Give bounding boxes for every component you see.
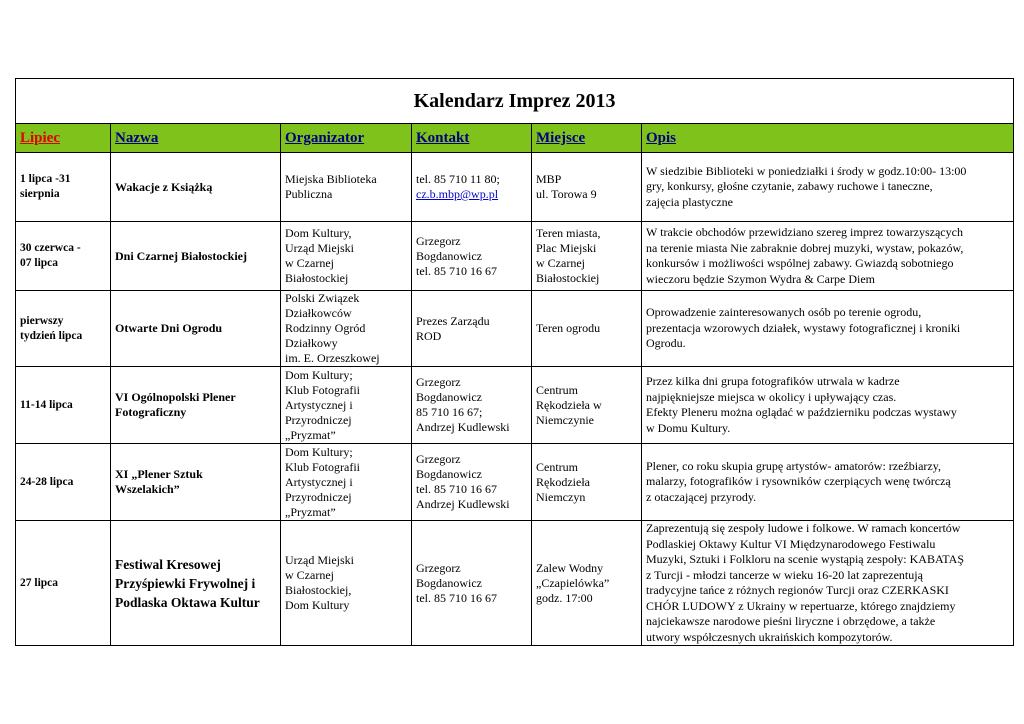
event-organizer [281, 153, 412, 222]
event-organizer-line: Przyrodniczej [285, 412, 352, 427]
event-contact-line: Grzegorz [416, 233, 461, 248]
header-organizer: Organizator [281, 124, 412, 153]
event-organizer-line: Dom Kultury; [285, 367, 353, 382]
event-place-line: Teren ogrodu [536, 321, 601, 335]
event-name [111, 367, 281, 444]
header-month: Lipiec [16, 124, 111, 153]
event-name [111, 521, 281, 646]
event-organizer-line: Rodzinny Ogród [285, 321, 366, 335]
event-description [642, 222, 1014, 291]
email-link[interactable]: cz.b.mbp@wp.pl [416, 187, 499, 201]
event-contact-line: Grzegorz [416, 560, 461, 575]
event-description-line: z Turcji - młodzi tancerze w wieku 16-20 lat zaprezentują [646, 567, 923, 582]
event-name-line: XI „Plener Sztuk [115, 467, 203, 481]
event-date-line: 27 lipca [20, 576, 59, 589]
event-description-line: utwory współczesnych ukraińskich kompozytorów. [646, 629, 893, 644]
event-place-line: Rękodzieła w [536, 397, 602, 412]
event-place-line: Centrum [536, 459, 578, 474]
table-row [16, 367, 1014, 444]
event-description-line: najciekawsze narodowe pieśni liryczne i obrzędowe, a także [646, 614, 936, 628]
event-date-line: pierwszy [20, 314, 64, 327]
event-contact [412, 367, 532, 444]
event-organizer [281, 521, 412, 646]
event-organizer-line: Artystycznej i [285, 397, 353, 412]
event-description-line: Plener, co roku skupia grupę artystów- amatorów: rzeźbiarzy, [646, 458, 941, 473]
event-date-line: tydzień lipca [20, 329, 83, 342]
event-description [642, 153, 1014, 222]
event-name-line: Otwarte Dni Ogrodu [115, 321, 223, 335]
event-contact [412, 444, 532, 521]
event-contact [412, 291, 532, 367]
event-date-line: sierpnia [20, 188, 60, 200]
event-name-line: Przyśpiewki Frywolnej i [115, 575, 256, 591]
event-contact-line: 85 710 16 67; [416, 405, 483, 419]
event-organizer-line: Białostockiej, [285, 583, 352, 597]
event-organizer-line: Dom Kultury, [285, 226, 352, 240]
event-description-line: Oprowadzenie zainteresowanych osób po terenie ogrodu, [646, 305, 922, 320]
event-contact [412, 153, 532, 222]
event-date [16, 367, 111, 444]
header-name: Nazwa [111, 124, 281, 153]
event-name-line: Wszelakich” [115, 482, 180, 496]
event-organizer-line: Urząd Miejski [285, 241, 354, 255]
event-organizer-line: im. E. Orzeszkowej [285, 351, 380, 365]
event-description-line: Zaprezentują się zespoły ludowe i folkowe. W ramach koncertów [646, 521, 961, 535]
event-description [642, 521, 1014, 646]
event-place-line: Teren miasta, [536, 226, 601, 240]
event-organizer-line: Dom Kultury; [285, 444, 353, 459]
event-date [16, 521, 111, 646]
event-contact-line: ROD [416, 328, 442, 343]
header-row [16, 124, 1014, 153]
event-organizer-line: Artystycznej i [285, 474, 353, 489]
event-place [532, 291, 642, 367]
event-description-line: gry, konkursy, głośne czytanie, zabawy ruchowe i taneczne, [646, 179, 933, 194]
event-organizer-line: „Pryzmat” [285, 427, 336, 442]
event-description-line: W trakcie obchodów przewidziano szereg imprez towarzyszących [646, 225, 963, 239]
event-organizer-line: Publiczna [285, 187, 333, 201]
event-date [16, 291, 111, 367]
event-place-line: Centrum [536, 382, 578, 397]
event-organizer [281, 367, 412, 444]
event-place-line: Rękodzieła [536, 474, 590, 489]
title-row [16, 79, 1014, 124]
event-place [532, 222, 642, 291]
event-place [532, 521, 642, 646]
event-place [532, 444, 642, 521]
event-contact-line: Bogdanowicz [416, 467, 482, 481]
event-place [532, 367, 642, 444]
event-date-line: 07 lipca [20, 257, 59, 269]
event-place-line: w Czarnej [536, 256, 585, 270]
table-row [16, 291, 1014, 367]
event-organizer-line: Przyrodniczej [285, 489, 352, 504]
event-organizer [281, 291, 412, 367]
event-description-line: z otaczającej przyrody. [646, 489, 757, 504]
event-description-line: w Domu Kultury. [646, 420, 731, 435]
event-contact-line: Bogdanowicz [416, 248, 482, 263]
event-organizer-line: „Pryzmat” [285, 504, 336, 519]
table-row [16, 444, 1014, 521]
event-place [532, 153, 642, 222]
event-description-line: tradycyjne tańce z różnych regionów Turcji oraz CZERKASKI [646, 583, 949, 597]
event-organizer-line: Białostockiej [285, 271, 349, 285]
calendar-title: Kalendarz Imprez 2013 [16, 79, 1014, 124]
event-place-line: godz. 17:00 [536, 590, 593, 605]
event-contact [412, 521, 532, 646]
event-description [642, 291, 1014, 367]
event-organizer-line: Dom Kultury [285, 598, 350, 612]
event-description-line: malarzy, fotografików i rysowników czerpiących wenę twórczą [646, 474, 951, 489]
event-description-line: Podlaskiej Oktawy Kultur VI Międzynarodowego Festiwalu [646, 536, 936, 551]
event-organizer-line: Działkowców [285, 306, 352, 320]
event-name-line: VI Ogólnopolski Plener [115, 390, 236, 404]
event-contact-line: Bogdanowicz [416, 575, 482, 590]
event-organizer-line: Działkowy [285, 336, 338, 350]
event-description-line: prezentacja wzorowych działek, wystawy fotograficznej i kroniki [646, 320, 961, 335]
event-name-line: Dni Czarnej Białostockiej [115, 248, 247, 263]
event-description-line: najpiękniejsze miejsca w okolicy i upływający czas. [646, 389, 897, 404]
event-place-line: Białostockiej [536, 271, 600, 285]
event-date-line: 1 lipca -31 [20, 173, 71, 185]
event-organizer [281, 444, 412, 521]
event-organizer-line: Klub Fotografii [285, 459, 360, 474]
event-description-line: wieczoru będzie Szymon Wydra & Carpe Diem [646, 271, 875, 286]
event-organizer-line: Polski Związek [285, 291, 360, 305]
events-table [15, 78, 1014, 646]
event-name-line: Wakacje z Książką [115, 179, 213, 194]
event-contact-line: tel. 85 710 11 80; [416, 172, 500, 186]
table-row [16, 222, 1014, 291]
event-description-line: Efekty Pleneru można oglądać w październiku podczas wystawy [646, 405, 957, 419]
event-date-line: 30 czerwca - [20, 242, 81, 254]
event-organizer-line: Miejska Biblioteka [285, 172, 377, 186]
event-organizer [281, 222, 412, 291]
event-description-line: W siedzibie Biblioteki w poniedziałki i środy w godz.10:00- 13:00 [646, 163, 967, 178]
header-place: Miejsce [532, 124, 642, 153]
event-contact-line: tel. 85 710 16 67 [416, 263, 497, 278]
event-date [16, 153, 111, 222]
event-contact-line: Andrzej Kudlewski [416, 420, 510, 434]
event-place-line: MBP [536, 172, 562, 186]
event-name [111, 153, 281, 222]
event-place-line: Zalew Wodny [536, 560, 604, 575]
event-contact-line: Grzegorz [416, 375, 461, 389]
event-description-line: Muzyki, Sztuki i Folkloru na scenie wystąpią zespoły: KABATAŞ [646, 552, 965, 566]
event-contact-line: tel. 85 710 16 67 [416, 482, 497, 496]
event-contact [412, 222, 532, 291]
event-description-line: CHÓR LUDOWY z Ukrainy w repertuarze, którego znajdziemy [646, 598, 956, 613]
event-name [111, 291, 281, 367]
event-description-line: Przez kilka dni grupa fotografików utrwala w kadrze [646, 374, 900, 388]
event-place-line: Plac Miejski [536, 241, 597, 255]
table-row [16, 521, 1014, 646]
header-description: Opis [642, 124, 1014, 153]
event-description-line: Ogrodu. [646, 336, 686, 351]
event-name [111, 222, 281, 291]
event-place-line: Niemczyn [536, 489, 586, 504]
event-description [642, 444, 1014, 521]
event-name [111, 444, 281, 521]
event-contact-line: Bogdanowicz [416, 390, 482, 404]
event-place-line: Niemczynie [536, 412, 594, 427]
event-name-line: Festiwal Kresowej [115, 556, 221, 572]
table-body [16, 153, 1014, 646]
event-description-line: na terenie miasta Nie zabraknie dobrej muzyki, wystaw, pokazów, [646, 240, 964, 255]
event-description [642, 367, 1014, 444]
event-place-line: „Czapielówka” [536, 575, 610, 590]
event-name-line: Fotograficzny [115, 405, 187, 419]
event-date-line: 24-28 lipca [20, 475, 74, 488]
event-contact-line: tel. 85 710 16 67 [416, 590, 497, 605]
event-place-line: ul. Torowa 9 [536, 187, 597, 201]
event-contact-line: Prezes Zarządu [416, 313, 490, 328]
event-name-line: Podlaska Oktawa Kultur [115, 594, 260, 610]
event-date [16, 444, 111, 521]
event-date-line: 11-14 lipca [20, 398, 73, 411]
table-row [16, 153, 1014, 222]
event-date [16, 222, 111, 291]
event-organizer-line: Klub Fotografii [285, 382, 360, 397]
header-contact: Kontakt [412, 124, 532, 153]
event-contact-line: Andrzej Kudlewski [416, 497, 510, 511]
event-organizer-line: Urząd Miejski [285, 553, 354, 567]
event-organizer-line: w Czarnej [285, 256, 334, 270]
event-description-line: zajęcia plastyczne [646, 194, 733, 209]
event-description-line: konkursów i możliwości wspólnej zabawy. Gwiazdą sobotniego [646, 256, 954, 270]
event-contact-line: Grzegorz [416, 452, 461, 466]
events-calendar-sheet [15, 78, 1013, 648]
event-organizer-line: w Czarnej [285, 568, 334, 582]
